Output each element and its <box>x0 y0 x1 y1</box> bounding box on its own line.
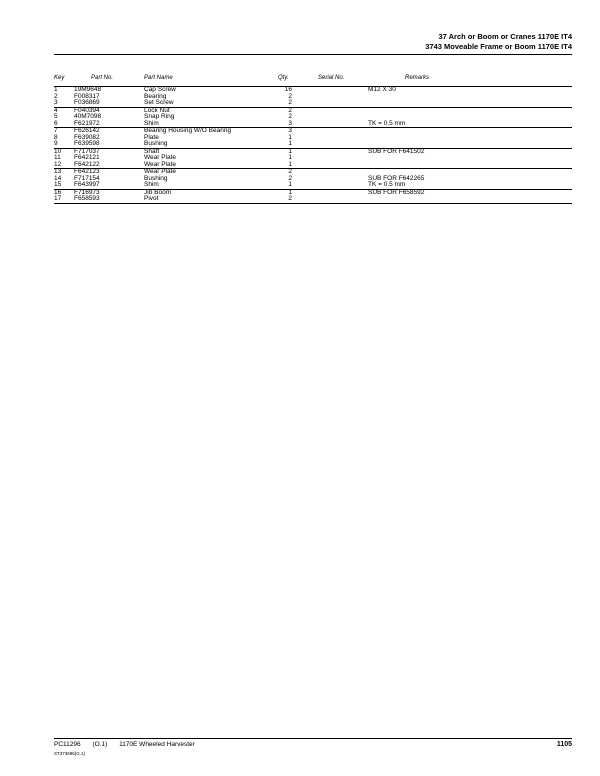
row-part-no: F626142 <box>74 127 100 134</box>
row-group <box>54 190 572 204</box>
row-key: 2 <box>54 92 58 100</box>
row-part-name: Plate <box>144 133 159 141</box>
section-title: 37 Arch or Boom or Cranes 1170E IT4 <box>438 32 572 41</box>
table-row <box>54 162 572 169</box>
row-remarks: TK = 0.5 mm <box>368 181 406 188</box>
row-qty: 1 <box>288 154 292 161</box>
row-qty: 1 <box>288 160 292 168</box>
row-part-no: F642121 <box>74 154 100 161</box>
row-key: 15 <box>54 181 62 188</box>
col-header-qty: Qty. <box>278 75 289 81</box>
row-group <box>54 128 572 149</box>
doc-id: PC11296 <box>54 741 81 748</box>
row-qty: 2 <box>288 106 292 114</box>
row-part-no: F639082 <box>74 133 100 141</box>
row-part-no: F717037 <box>74 147 100 155</box>
row-part-name: Set Screw <box>144 99 174 106</box>
row-qty: 2 <box>288 168 292 175</box>
row-part-name: Lock Nut <box>144 106 170 114</box>
parts-table <box>54 86 572 204</box>
row-key: 1 <box>54 86 58 93</box>
row-part-no: 19M9648 <box>74 86 102 93</box>
row-part-name: Jib Boom <box>144 188 172 196</box>
row-key: 3 <box>54 99 58 106</box>
table-row <box>54 100 572 107</box>
row-part-no: F639598 <box>74 140 100 147</box>
row-qty: 3 <box>288 119 292 127</box>
row-qty: 16 <box>284 86 292 93</box>
table-row <box>54 196 572 203</box>
page-number: 1105 <box>556 741 572 748</box>
row-key: 9 <box>54 140 58 147</box>
row-remarks: SUB FOR F642265 <box>368 174 425 182</box>
row-part-no: F658593 <box>74 195 100 202</box>
row-part-no: F642122 <box>74 160 100 168</box>
row-remarks: SUB FOR F641502 <box>368 147 425 155</box>
row-part-name: Pivot <box>144 195 159 202</box>
row-group <box>54 169 572 190</box>
page-header <box>425 32 572 52</box>
table-row <box>54 121 572 128</box>
row-key: 6 <box>54 119 58 127</box>
row-qty: 2 <box>288 174 292 182</box>
row-key: 13 <box>54 168 62 175</box>
table-row <box>54 141 572 148</box>
row-key: 7 <box>54 127 58 134</box>
row-qty: 2 <box>288 92 292 100</box>
row-part-name: Wear Plate <box>144 160 177 168</box>
row-part-name: Shim <box>144 119 159 127</box>
row-key: 5 <box>54 113 58 120</box>
row-qty: 2 <box>288 195 292 202</box>
row-part-name: Cap Screw <box>144 86 176 93</box>
row-part-name: Bushing <box>144 140 168 147</box>
footer-divider <box>54 738 572 739</box>
row-qty: 1 <box>288 140 292 147</box>
doc-reference: ST373696(G.1) <box>54 751 86 756</box>
col-header-part-name: Part Name <box>144 75 173 81</box>
row-part-no: F008317 <box>74 92 100 100</box>
row-part-name: Snap Ring <box>144 113 175 120</box>
row-remarks: TK = 0.5 mm <box>368 119 406 127</box>
row-key: 12 <box>54 160 62 168</box>
row-part-no: F716973 <box>74 188 100 196</box>
row-key: 16 <box>54 188 62 196</box>
row-part-no: 40M7098 <box>74 113 102 120</box>
row-key: 10 <box>54 147 62 155</box>
col-header-part-no: Part No. <box>91 75 114 81</box>
row-key: 4 <box>54 106 58 114</box>
row-part-no: F040394 <box>74 106 100 114</box>
row-part-name: Shaft <box>144 147 160 155</box>
row-part-name: Bearing Housing W/O Bearing <box>144 127 232 134</box>
col-header-serial-no: Serial No. <box>318 75 345 81</box>
row-group <box>54 108 572 129</box>
row-group <box>54 149 572 170</box>
header-divider <box>54 54 572 55</box>
model-name: 1170E Wheeled Harvester <box>119 741 195 748</box>
row-part-no: F642123 <box>74 168 100 175</box>
row-qty: 1 <box>288 133 292 141</box>
row-key: 14 <box>54 174 62 182</box>
row-key: 17 <box>54 195 62 202</box>
row-key: 11 <box>54 154 61 161</box>
doc-revision: (O.1) <box>92 741 108 748</box>
row-qty: 1 <box>288 147 292 155</box>
row-qty: 2 <box>288 113 292 120</box>
row-remarks: M12 X 30 <box>368 86 396 93</box>
row-part-name: Bushing <box>144 174 168 182</box>
col-header-key: Key <box>54 75 65 81</box>
table-row <box>54 182 572 189</box>
row-part-name: Shim <box>144 181 159 188</box>
row-part-no: F717154 <box>74 174 100 182</box>
row-qty: 1 <box>288 188 292 196</box>
row-part-name: Wear Plate <box>144 168 177 175</box>
row-part-name: Wear Plate <box>144 154 177 161</box>
row-part-name: Bearing <box>144 92 167 100</box>
row-part-no: F621972 <box>74 119 100 127</box>
page-footer <box>54 741 205 749</box>
row-remarks: SUB FOR F658592 <box>368 188 425 196</box>
row-qty: 3 <box>288 127 292 134</box>
row-part-no: F643997 <box>74 181 100 188</box>
subsection-title: 3743 Moveable Frame or Boom 1170E IT4 <box>425 42 572 51</box>
row-group <box>54 86 572 108</box>
row-qty: 1 <box>288 181 292 188</box>
col-header-remarks: Remarks <box>405 75 430 81</box>
row-qty: 2 <box>288 99 292 106</box>
row-key: 8 <box>54 133 58 141</box>
row-part-no: F036869 <box>74 99 100 106</box>
